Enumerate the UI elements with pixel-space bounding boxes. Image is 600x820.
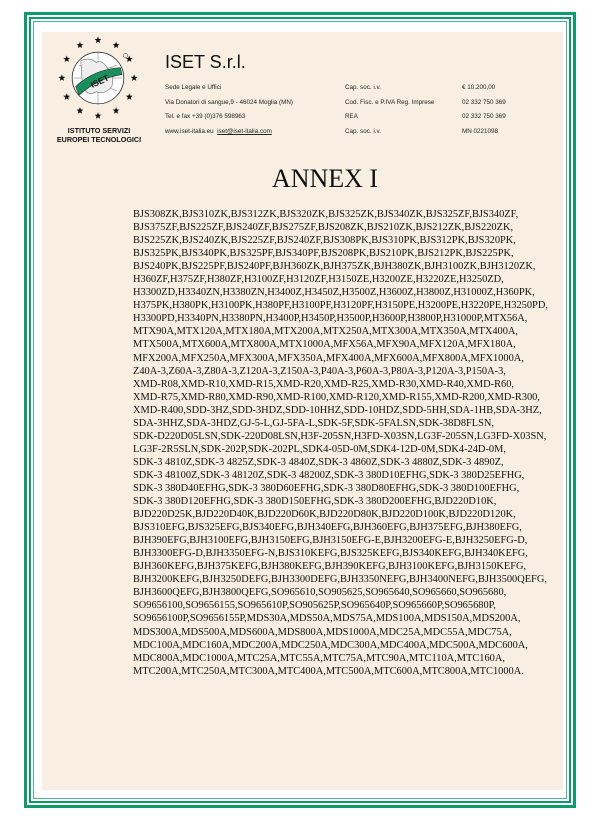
svg-text:ISET: ISET <box>89 72 111 90</box>
info-label: REA <box>345 113 358 120</box>
model-list-line: SDK-D220D05LSN,SDK-220D08LSN,H3F-205SN,H3FD-X03SN,LG3F-205SN,LG3FD-X03SN, <box>133 430 547 442</box>
model-list-line: BJH390EFG,BJH3100EFG,BJH3150EFG,BJH3150EFG-E,BJH3200EFG-E,BJH3250EFG-D, <box>133 535 528 547</box>
info-value: 02 332 750 369 <box>462 99 506 106</box>
logo-caption <box>44 126 154 144</box>
star-icon <box>126 55 133 62</box>
model-list-line: SDA-3HHZ,SDA-3HDZ,GJ-5-L,GJ-5FA-L,SDK-5F,SDK-5FALSN,SDK-38D8FLSN, <box>133 417 495 429</box>
model-list-line: BJH360KEFG,BJH375KEFG,BJH380KEFG,BJH390KEFG,BJH3100KEFG,BJH3150KEFG, <box>133 561 527 573</box>
model-list-line: BJS325PK,BJS340PK,BJS325PF,BJS340PF,BJS208PK,BJS210PK,BJS212PK,BJS225PK, <box>133 248 514 260</box>
model-list-line: SDK-3 380D120EFHG,SDK-3 380D150EFHG,SDK-3 380D200EFHG,BJD220D10K, <box>133 496 497 508</box>
model-list-line: H3300ZD,H3340ZN,H3380ZN,H3400Z,H3450Z,H3500Z,H3600Z,H3800Z,H31000Z,H360PK, <box>133 287 535 299</box>
model-list-line: XMD-R400,SDD-3HZ,SDD-3HDZ,SDD-10HHZ,SDD-10HDZ,SDD-5HH,SDA-1HB,SDA-3HZ, <box>133 404 542 416</box>
model-list-line: H3300PD,H3340PN,H3380PN,H3400P,H3450P,H3500P,H3600P,H3800P,H31000P,MTX56A, <box>133 313 528 325</box>
document-title: ANNEX I <box>271 164 379 193</box>
model-list-line: XMD-R08,XMD-R10,XMD-R15,XMD-R20,XMD-R25,XMD-R30,XMD-R40,XMD-R60, <box>133 378 515 390</box>
company-name: ISET S.r.l. <box>165 52 246 72</box>
model-list-line: BJS308ZK,BJS310ZK,BJS312ZK,BJS320ZK,BJS325ZK,BJS340ZK,BJS325ZF,BJS340ZF, <box>133 209 519 220</box>
model-list-line: MFX200A,MFX250A,MFX300A,MFX350A,MFX400A,MFX600A,MFX800A,MFX1000A, <box>133 352 524 364</box>
info-value: 02 332 750 369 <box>462 113 506 120</box>
model-list-line: Z40A-3,Z60A-3,Z80A-3,Z120A-3,Z150A-3,P40A-3,P60A-3,P80A-3,P120A-3,P150A-3, <box>133 365 506 377</box>
model-list <box>133 208 548 678</box>
website-link[interactable]: www.iset-italia.eu <box>165 128 214 135</box>
model-list-line: MDC800A,MDC1000A,MTC25A,MTC55A,MTC75A,MTC90A,MTC110A,MTC160A, <box>133 652 505 664</box>
info-label: Cod. Fisc. e P.IVA Reg. Imprese <box>345 99 435 106</box>
model-list-line: H360ZF,H375ZF,H380ZF,H3100ZF,H3120ZF,H3150ZE,H3200ZE,H3220ZE,H3250ZD, <box>133 274 504 286</box>
model-list-line: SDK-3 380D40EFHG,SDK-3 380D60EFHG,SDK-3 380D80EFHG,SDK-3 380D100EFHG, <box>133 482 520 494</box>
model-list-line: SO9656100,SO9656155,SO965610P,SO905625P,SO965640P,SO965660P,SO965680P, <box>133 600 496 612</box>
star-icon <box>63 93 70 100</box>
model-list-line: BJS240PK,BJS225PF,BJS240PF,BJH360ZK,BJH375ZK,BJH380ZK,BJH3100ZK,BJH3120ZK, <box>133 261 536 273</box>
star-icon <box>113 107 120 114</box>
model-list-line: MTX500A,MTX600A,MTX800A,MTX1000A,MFX56A,MFX90A,MFX120A,MFX180A, <box>133 339 516 351</box>
star-icon <box>95 112 102 119</box>
model-list-line: BJD220D25K,BJD220D40K,BJD220D60K,BJD220D80K,BJD220D100K,BJD220D120K, <box>133 509 516 521</box>
info-label: Cap. soc. i.v. <box>345 84 381 91</box>
info-label: Cap. soc. i.v. <box>345 128 381 135</box>
model-list-line: BJS375ZF,BJS225ZF,BJS240ZF,BJS275ZF,BJS208ZK,BJS210ZK,BJS212ZK,BJS220ZK, <box>133 222 514 234</box>
model-list-line: SDK-3 4810Z,SDK-3 4825Z,SDK-3 4840Z,SDK-3 4860Z,SDK-3 4880Z,SDK-3 4890Z, <box>133 456 504 468</box>
model-list-line: MDC100A,MDC160A,MDC200A,MDC250A,MDC300A,MDC400A,MDC500A,MDC600A, <box>133 639 528 651</box>
model-list-line: BJH3300EFG-D,BJH3350EFG-N,BJS310KEFG,BJS325KEFG,BJS340KEFG,BJH340KEFG, <box>133 548 528 560</box>
email-link[interactable]: iset@iset-italia.com <box>217 128 272 135</box>
model-list-line: BJH3200KEFG,BJH3250DEFG,BJH3300DEFG,BJH3350NEFG,BJH3400NEFG,BJH3500QEFG, <box>133 574 547 586</box>
logo-caption-line: EUROPEI TECNOLOGICI <box>56 135 142 144</box>
info-text: Tel. e fax +39 (0)376 598963 <box>165 113 246 120</box>
model-list-line: MTX90A,MTX120A,MTX180A,MTX200A,MTX250A,MTX300A,MTX350A,MTX400A, <box>133 326 519 338</box>
logo-caption-line: ISTITUTO SERVIZI <box>67 126 131 135</box>
star-icon <box>126 93 133 100</box>
info-line <box>165 128 272 136</box>
info-text: Via Donatori di sangue,9 - 46024 Moglia (MN) <box>165 99 293 106</box>
star-icon <box>131 74 138 81</box>
info-text: Sede Legale e Uffici <box>165 84 222 91</box>
model-list-line: MDS300A,MDS500A,MDS600A,MDS800A,MDS1000A,MDC25A,MDC55A,MDC75A, <box>133 626 512 638</box>
model-list-line: XMD-R75,XMD-R80,XMD-R90,XMD-R100,XMD-R120,XMD-R155,XMD-R200,XMD-R300, <box>133 391 540 403</box>
star-icon <box>113 42 120 49</box>
star-icon <box>77 107 84 114</box>
model-list-line: MTC200A,MTC250A,MTC300A,MTC400A,MTC500A,MTC600A,MTC800A,MTC1000A. <box>133 665 524 677</box>
model-list-line: BJS310EFG,BJS325EFG,BJS340EFG,BJH340EFG,BJH360EFG,BJH375EFG,BJH380EFG, <box>133 522 522 534</box>
star-icon <box>77 42 84 49</box>
model-list-line: H375PK,H380PK,H3100PK,H380PF,H3100PF,H3120PF,H3150PE,H3200PE,H3220PE,H3250PD, <box>133 300 548 312</box>
star-icon <box>58 74 65 81</box>
registered-mark-icon <box>123 53 127 57</box>
star-icon <box>95 37 102 44</box>
model-list-line: BJH3600QEFG,BJH3800QEFG,SO965610,SO905625,SO965640,SO965660,SO965680, <box>133 587 507 599</box>
model-list-line: SDK-3 48100Z,SDK-3 48120Z,SDK-3 48200Z,SDK-3 380D10EFHG,SDK-3 380D25EFHG, <box>133 469 525 481</box>
iset-logo <box>55 33 141 123</box>
star-icon <box>63 55 70 62</box>
info-value: MN 0221098 <box>462 128 499 135</box>
model-list-line: LG3F-2R5SLN,SDK-202P,SDK-202PL,SDK4-05D-0M,SDK4-12D-0M,SDK4-24D-0M, <box>133 443 506 455</box>
model-list-line: SO9656100P,SO9656155P,MDS30A,MDS50A,MDS75A,MDS100A,MDS150A,MDS200A, <box>133 613 521 625</box>
info-value: € 10.200,00 <box>462 84 496 91</box>
model-list-line: BJS225ZK,BJS240ZK,BJS225ZF,BJS240ZF,BJS308PK,BJS310PK,BJS312PK,BJS320PK, <box>133 235 516 247</box>
